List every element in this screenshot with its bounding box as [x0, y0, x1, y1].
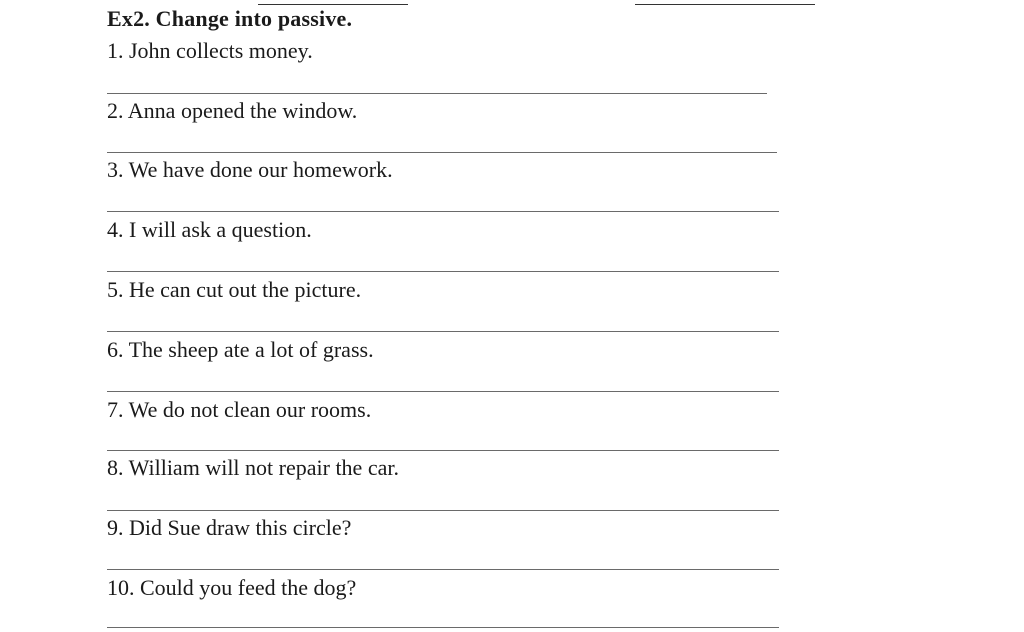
exercise-item: 9. Did Sue draw this circle?: [107, 515, 352, 540]
exercise-item: 5. He can cut out the picture.: [107, 277, 362, 302]
answer-line: [107, 211, 779, 212]
exercise-item: 10. Could you feed the dog?: [107, 575, 357, 600]
answer-line: [107, 627, 779, 628]
exercise-item: 8. William will not repair the car.: [107, 455, 399, 480]
exercise-item: 1. John collects money.: [107, 38, 313, 63]
answer-line: [107, 510, 779, 511]
answer-line: [107, 331, 779, 332]
answer-line: [107, 93, 767, 94]
exercise-item: 2. Anna opened the window.: [107, 98, 358, 123]
answer-line: [107, 152, 777, 153]
answer-line: [107, 391, 779, 392]
exercise-item: 6. The sheep ate a lot of grass.: [107, 337, 374, 362]
exercise-item: 4. I will ask a question.: [107, 217, 312, 242]
exercise-title: Ex2. Change into passive.: [107, 6, 353, 31]
answer-line: [107, 450, 779, 451]
exercise-item: 3. We have done our homework.: [107, 157, 393, 182]
previous-answer-line: [635, 0, 815, 5]
exercise-item: 7. We do not clean our rooms.: [107, 397, 372, 422]
previous-answer-line: [258, 0, 408, 5]
answer-line: [107, 271, 779, 272]
answer-line: [107, 569, 779, 570]
